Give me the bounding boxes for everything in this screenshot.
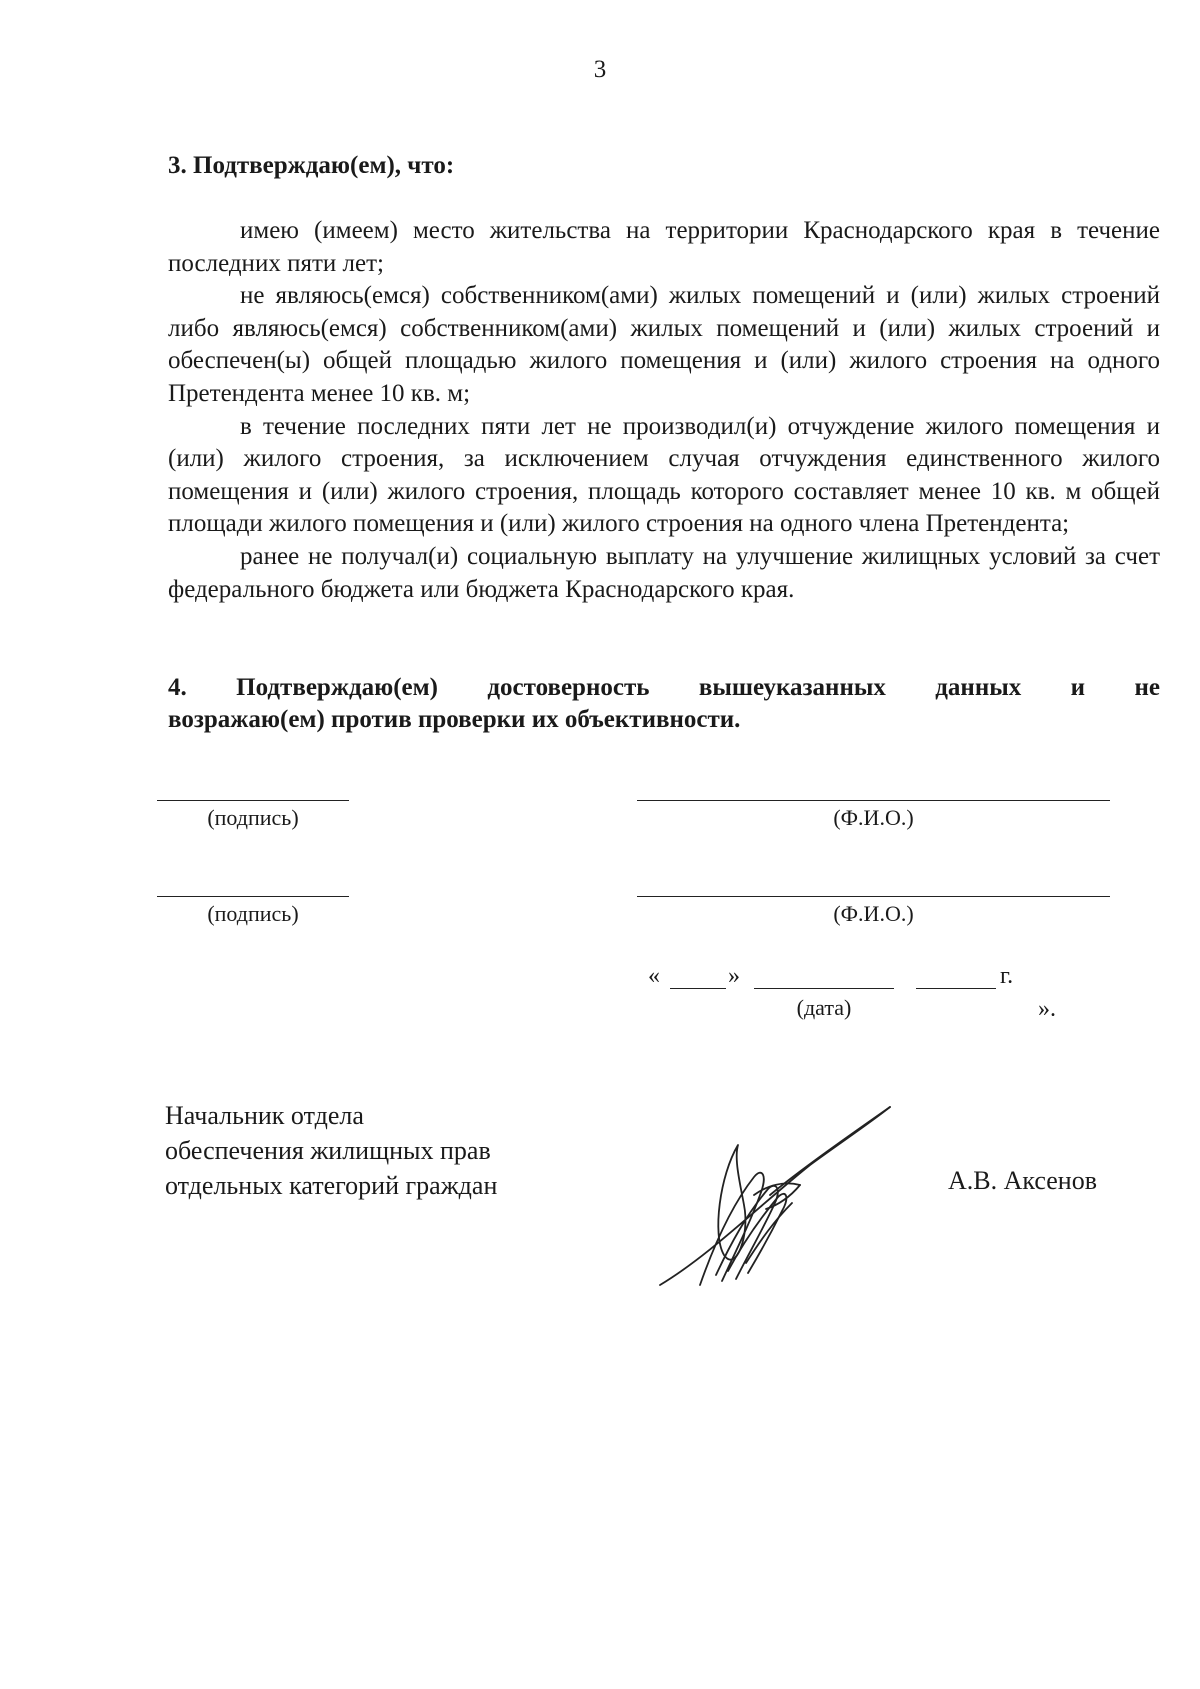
signature-line-1 <box>157 800 349 801</box>
official-title-line-1: Начальник отдела <box>165 1101 364 1130</box>
date-year-suffix: г. <box>1000 963 1014 989</box>
section-4-heading <box>168 672 1160 736</box>
paragraph-ownership: не являюсь(емся) собственником(ами) жилых помещений и (или) жилых строений либо являюсь(емся) собственником(ами) жилых помещений и (или) жилых строений и обеспечен(ы) общей площадью жилого помещения и (или) жилого строения на одного Претендента менее 10 кв. м; <box>168 282 1160 407</box>
date-caption: (дата) <box>796 995 852 1020</box>
section-4-line-1: 4. Подтверждаю(ем) достоверность вышеуказанных данных и не <box>168 674 1160 701</box>
paragraph-alienation: в течение последних пяти лет не производил(и) отчуждение жилого помещения и (или) жилого строения, за исключением случая отчуждения единственного жилого помещения и (или) жилого строения, площадь которого составляет менее 10 кв. м общей площади жилого помещения и (или) жилого строения на одного члена Претендента; <box>168 412 1160 538</box>
fio-caption-1: (Ф.И.О.) <box>833 805 914 830</box>
handwritten-signature <box>650 1085 910 1305</box>
date-day-line <box>670 988 726 989</box>
signature-caption-2: (подпись) <box>207 901 299 926</box>
fio-line-1 <box>637 800 1110 801</box>
official-name: А.В. Аксенов <box>948 1166 1097 1195</box>
paragraph-no-payment: ранее не получал(и) социальную выплату на улучшение жилищных условий за счет федерального бюджета или бюджета Краснодарского края. <box>168 542 1160 603</box>
section-3-heading: 3. Подтверждаю(ем), что: <box>168 152 455 179</box>
date-trailing: ». <box>1038 996 1056 1022</box>
official-title-line-3: отдельных категорий граждан <box>165 1171 498 1200</box>
paragraph-residence: имею (имеем) место жительства на территории Краснодарского края в течение последних пяти лет; <box>168 217 1160 277</box>
date-month-line <box>754 988 894 989</box>
signature-caption-1: (подпись) <box>207 805 299 830</box>
date-open-quote: « <box>648 963 660 989</box>
section-4-line-2: возражаю(ем) против проверки их объективности. <box>168 706 741 733</box>
official-title-line-2: обеспечения жилищных прав <box>165 1136 491 1165</box>
official-title <box>165 1098 497 1203</box>
date-close-quote: » <box>728 963 740 989</box>
section-3-body <box>168 215 1160 606</box>
fio-line-2 <box>637 896 1110 897</box>
date-year-line <box>916 988 996 989</box>
fio-caption-2: (Ф.И.О.) <box>833 901 914 926</box>
signature-line-2 <box>157 896 349 897</box>
page-number: 3 <box>593 56 607 83</box>
